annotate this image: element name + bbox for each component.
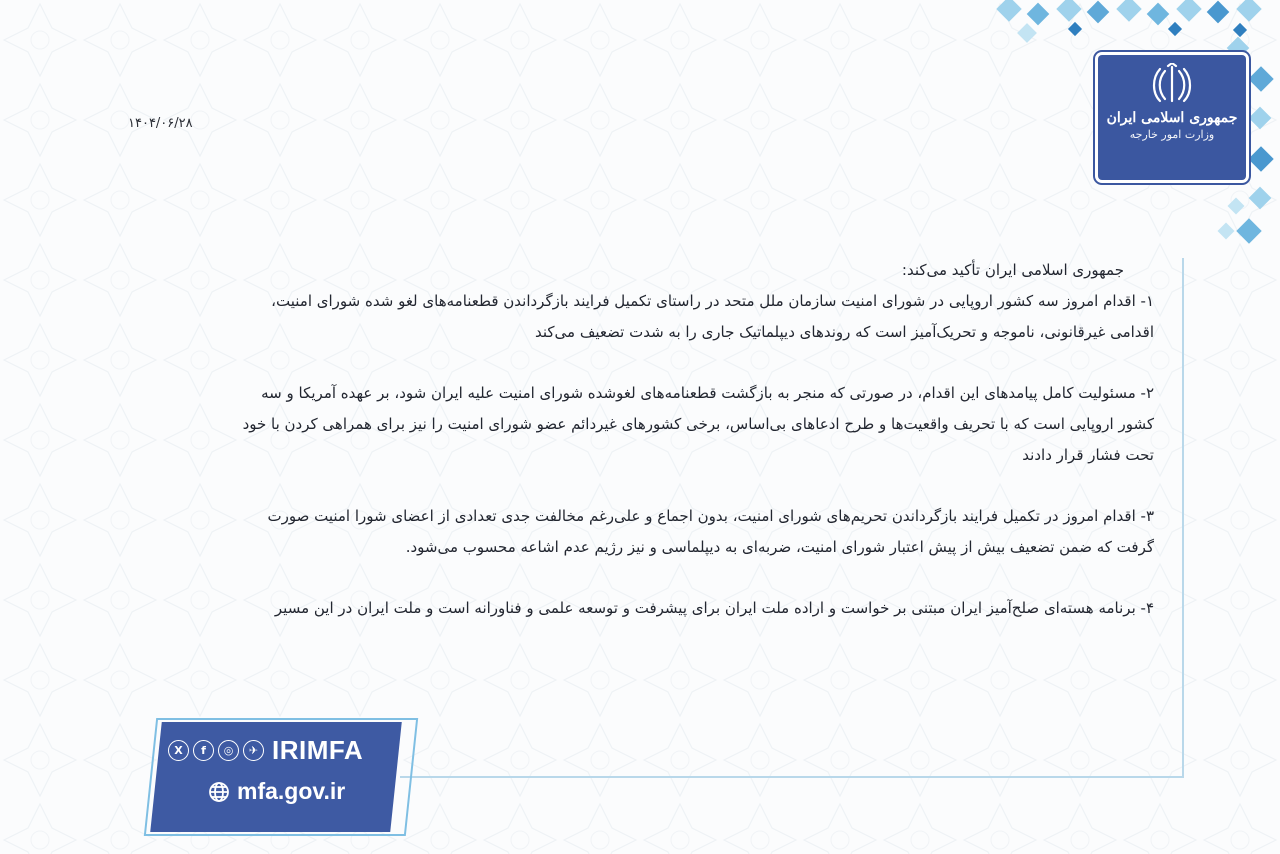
website-link[interactable]: mfa.gov.ir — [237, 778, 346, 804]
ministry-logo — [1098, 55, 1246, 180]
x-icon[interactable]: X — [168, 740, 189, 761]
emblem-ministry-name: وزارت امور خارجه — [1129, 128, 1215, 141]
statement-paragraph-1 — [126, 286, 1154, 348]
statement-body — [126, 255, 1154, 624]
facebook-icon[interactable]: f — [193, 740, 214, 761]
paragraph-line: ۳- اقدام امروز در تکمیل فرایند بازگرداندن تحریم‌های شورای امنیت، بدون اجماع و علی‌رغم مخالفت جدی تعدادی از اعضای شورا امنیت صورت — [267, 507, 1154, 525]
social-banner-content — [168, 730, 398, 825]
statement-paragraph-4 — [126, 593, 1154, 624]
emblem-country-name: جمهوری اسلامی ایران — [1106, 110, 1238, 126]
globe-icon — [208, 781, 230, 803]
paragraph-line: ۲- مسئولیت کامل پیامدهای این اقدام، در صورتی که منجر به بازگشت قطعنامه‌های لغوشده شورای امنیت علیه ایران شود، بر عهده آمریکا و سه — [261, 384, 1154, 402]
website-row — [208, 778, 398, 805]
paragraph-line: کشور اروپایی است که با تحریف واقعیت‌ها و طرح ادعاهای بی‌اساس، برخی کشورهای غیردائم عضو شورای امنیت را نیز برای همراهی کردن با خود — [242, 415, 1154, 433]
instagram-icon[interactable]: ◎ — [218, 740, 239, 761]
iran-emblem-icon — [1150, 63, 1194, 105]
frame-border-bottom — [400, 776, 1184, 778]
paragraph-line: ۴- برنامه هسته‌ای صلح‌آمیز ایران مبتنی بر خواست و اراده ملت ایران برای پیشرفت و توسعه علمی و فناورانه است و ملت ایران در این مسیر — [274, 599, 1154, 617]
frame-border-right — [1182, 258, 1184, 776]
document-date: ۱۴۰۴/۰۶/۲۸ — [128, 116, 193, 131]
social-handle[interactable]: IRIMFA — [272, 734, 364, 765]
paragraph-line: گرفت که ضمن تضعیف بیش از پیش اعتبار شورای امنیت، ضربه‌ای به دیپلماسی و نیز رژیم عدم اشاعه محسوب می‌شود. — [405, 538, 1154, 556]
statement-paragraph-2 — [126, 378, 1154, 471]
statement-intro: جمهوری اسلامی ایران تأکید می‌کند: — [901, 261, 1124, 279]
statement-paragraph-3 — [126, 501, 1154, 563]
telegram-icon[interactable]: ✈ — [243, 740, 264, 761]
paragraph-line: تحت فشار قرار دادند — [1022, 446, 1154, 464]
paragraph-line: اقدامی غیرقانونی، ناموجه و تحریک‌آمیز است که روندهای دیپلماتیک جاری را به شدت تضعیف می‌کند — [534, 323, 1154, 341]
paragraph-line: ۱- اقدام امروز سه کشور اروپایی در شورای امنیت سازمان ملل متحد در راستای تکمیل فرایند بازگرداندن قطعنامه‌های لغو شده شورای امنیت، — [271, 292, 1154, 310]
social-icons-row — [168, 730, 398, 770]
